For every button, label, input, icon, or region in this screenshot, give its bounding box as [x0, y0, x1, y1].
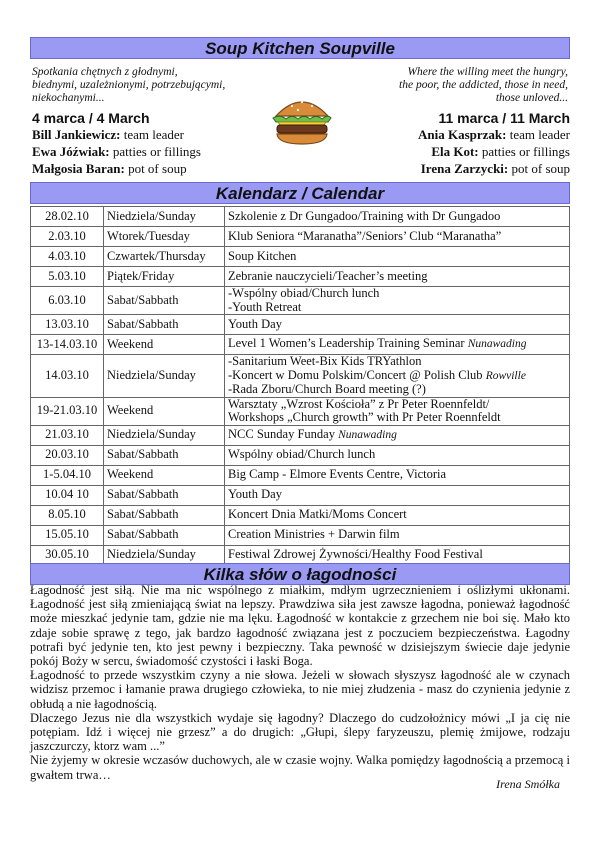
calendar-title: Kalendarz / Calendar: [30, 182, 570, 204]
quote-line: biednymi, uzależnionymi, potrzebującymi,: [32, 79, 226, 91]
event-description: [225, 465, 570, 485]
team-member: [418, 143, 570, 160]
member-name: Ania Kasprzak:: [418, 127, 507, 142]
event-text: Wspólny obiad/Church lunch: [228, 447, 376, 462]
event-day: Sabat/Sabbath: [104, 485, 225, 505]
event-day: Wtorek/Tuesday: [104, 227, 225, 247]
calendar-row: [31, 525, 570, 545]
calendar-row: [31, 465, 570, 485]
event-place: Nunawading: [338, 428, 397, 441]
calendar-row: [31, 247, 570, 267]
event-description: [225, 485, 570, 505]
event-day: Niedziela/Sunday: [104, 207, 225, 227]
member-role: team leader: [509, 127, 570, 142]
article-author: Irena Smółka: [496, 777, 560, 791]
event-date: 5.03.10: [31, 267, 104, 287]
event-text: Koncert Dnia Matki/Moms Concert: [228, 507, 407, 522]
team-member: [418, 160, 570, 177]
event-line: [228, 508, 566, 522]
event-date: 28.02.10: [31, 207, 104, 227]
event-line: [228, 369, 566, 384]
event-day: Czwartek/Thursday: [104, 247, 225, 267]
event-line: [228, 383, 566, 397]
event-line: [228, 488, 566, 502]
team-member: [32, 143, 201, 160]
event-day: Sabat/Sabbath: [104, 287, 225, 315]
event-description: [225, 445, 570, 465]
event-description: [225, 397, 570, 425]
calendar-row: [31, 545, 570, 565]
calendar-row: [31, 445, 570, 465]
event-date: 13.03.10: [31, 315, 104, 335]
event-description: [225, 315, 570, 335]
calendar-row: [31, 207, 570, 227]
event-line: [228, 250, 566, 264]
event-description: [225, 227, 570, 247]
calendar-row: [31, 397, 570, 425]
event-line: [228, 398, 566, 412]
member-role: team leader: [123, 127, 184, 142]
event-line: [228, 528, 566, 542]
event-text: Festiwal Zdrowej Żywności/Healthy Food Festival: [228, 547, 483, 562]
event-date: 2.03.10: [31, 227, 104, 247]
team-date-left: 4 marca / 4 March: [32, 110, 150, 126]
member-role: patties or fillings: [481, 144, 570, 159]
event-day: Niedziela/Sunday: [104, 355, 225, 398]
event-line: [228, 548, 566, 562]
event-text: Soup Kitchen: [228, 248, 297, 263]
article-body: [30, 583, 570, 782]
team-date-right: 11 marca / 11 March: [438, 110, 570, 126]
calendar-row: [31, 485, 570, 505]
event-date: 4.03.10: [31, 247, 104, 267]
calendar-row: [31, 355, 570, 398]
event-day: Weekend: [104, 397, 225, 425]
member-name: Irena Zarzycki:: [420, 161, 509, 176]
event-text: Level 1 Women’s Leadership Training Seminar: [228, 336, 465, 351]
event-date: 6.03.10: [31, 287, 104, 315]
event-day: Weekend: [104, 335, 225, 355]
event-description: [225, 525, 570, 545]
event-text: Warsztaty „Wzrost Kościoła” z Pr Peter Roennfeldt/: [228, 396, 490, 411]
event-day: Sabat/Sabbath: [104, 525, 225, 545]
calendar-table: [30, 206, 570, 566]
event-date: 8.05.10: [31, 505, 104, 525]
member-name: Bill Jankiewicz:: [32, 127, 121, 142]
team-member: [32, 126, 201, 143]
event-description: [225, 425, 570, 445]
quote-polish: [32, 66, 252, 105]
event-line: [228, 355, 566, 369]
calendar-row: [31, 287, 570, 315]
event-line: [228, 448, 566, 462]
calendar-row: [31, 267, 570, 287]
event-text: Zebranie nauczycieli/Teacher’s meeting: [228, 268, 428, 283]
quote-line: Spotkania chętnych z głodnymi,: [32, 66, 178, 78]
event-day: Sabat/Sabbath: [104, 315, 225, 335]
calendar-row: [31, 227, 570, 247]
article-paragraph: Nie żyjemy w okresie wczasów duchowych, ale w czasie wojny. Walka pomiędzy łagodnością a przemocą i gwałtem trwa…: [30, 753, 570, 782]
article-paragraph: Łagodność jest siłą. Nie ma nic wspólnego z miałkim, mdłym ugrzecznieniem i oślizłymi ukłonami. Łagodność jest siłą zmieniającą świat na lepszy. Prawdziwa siła jest zawsze łagodna, ponieważ łagodność może mieszkać jedynie tam, gdzie nie ma lęku. Łagodność w kontakcie z grzechem nie boi się. Mało kto zdaje sobie sprawę z tego, jak bardzo łagodność związana jest z poczuciem bezpieczeństwa. Łagodny potrafi być jedynie ten, kto jest pewny i bezpieczny. Taka pewność w dzisiejszym świecie daje jedynie pokój Boży w sercu, świadomość czystości i łaski Boga.: [30, 583, 570, 669]
event-date: 13-14.03.10: [31, 335, 104, 355]
event-description: [225, 287, 570, 315]
event-date: 14.03.10: [31, 355, 104, 398]
team-list-right: [418, 126, 570, 177]
quote-line: Where the willing meet the hungry,: [407, 66, 568, 78]
quote-english: [338, 66, 568, 105]
event-text: Szkolenie z Dr Gungadoo/Training with Dr Gungadoo: [228, 208, 501, 223]
event-text: -Wspólny obiad/Church lunch: [228, 286, 380, 300]
calendar-row: [31, 425, 570, 445]
member-name: Ewa Jóźwiak:: [32, 144, 110, 159]
member-name: Małgosia Baran:: [32, 161, 125, 176]
calendar-row: [31, 505, 570, 525]
member-role: pot of soup: [511, 161, 570, 176]
team-member: [32, 160, 201, 177]
article-paragraph: Łagodność to przede wszystkim czyny a nie słowa. Jeżeli w słowach słyszysz łagodność ale w czynach widzisz przemoc i łamanie prawa drugiego człowieka, to nie miej złudzenia - masz do czynienia jedynie z obłudą a nie łagodnością.: [30, 668, 570, 711]
event-text: Creation Ministries + Darwin film: [228, 527, 400, 542]
event-day: Niedziela/Sunday: [104, 425, 225, 445]
team-member: [418, 126, 570, 143]
event-line: [228, 468, 566, 482]
member-role: pot of soup: [128, 161, 187, 176]
event-text: -Koncert w Domu Polskim/Concert @ Polish Club: [228, 367, 483, 382]
page-title: Soup Kitchen Soupville: [30, 37, 570, 59]
event-text: Workshops „Church growth” with Pr Peter Roennfeldt: [228, 410, 501, 424]
member-role: patties or fillings: [112, 144, 201, 159]
event-day: Sabat/Sabbath: [104, 505, 225, 525]
hamburger-icon: [270, 92, 334, 146]
article-paragraph: Dlaczego Jezus nie dla wszystkich wydaje się łagodny? Dlaczego do cudzołożnicy mówi „I ja cię nie potępiam. Idź i więcej nie grzesz” a do drugich: „Głupi, ślepy faryzeuszu, plemię żmijowe, rodzaju jaszczurczy, ktorz wam ...”: [30, 710, 570, 754]
event-description: [225, 545, 570, 565]
quote-line: the poor, the addicted, those in need,: [399, 79, 568, 91]
event-date: 10.04 10: [31, 485, 104, 505]
event-date: 1-5.04.10: [31, 465, 104, 485]
event-text: -Sanitarium Weet-Bix Kids TRYathlon: [228, 354, 422, 368]
event-text: -Rada Zboru/Church Board meeting (?): [228, 382, 426, 396]
quote-line: niekochanymi...: [32, 92, 105, 104]
event-text: -Youth Retreat: [228, 299, 302, 314]
event-place: Rowville: [485, 369, 526, 382]
event-line: [228, 210, 566, 224]
event-date: 20.03.10: [31, 445, 104, 465]
event-line: [228, 337, 566, 352]
event-date: 15.05.10: [31, 525, 104, 545]
event-text: Klub Seniora “Maranatha”/Seniors’ Club “Maranatha”: [228, 228, 502, 243]
event-description: [225, 267, 570, 287]
event-day: Sabat/Sabbath: [104, 445, 225, 465]
event-day: Weekend: [104, 465, 225, 485]
event-line: [228, 230, 566, 244]
event-place: Nunawading: [467, 338, 527, 351]
event-line: [228, 428, 566, 443]
calendar-row: [31, 315, 570, 335]
event-text: Youth Day: [228, 487, 282, 502]
event-description: [225, 335, 570, 355]
event-line: [228, 318, 566, 332]
event-line: [228, 411, 566, 425]
event-text: NCC Sunday Funday: [228, 426, 335, 441]
article-title: Kilka słów o łagodności: [30, 563, 570, 585]
event-text: Youth Day: [228, 316, 282, 331]
event-description: [225, 207, 570, 227]
quote-line: those unloved...: [495, 92, 568, 104]
event-date: 19-21.03.10: [31, 397, 104, 425]
event-description: [225, 505, 570, 525]
event-description: [225, 247, 570, 267]
event-day: Niedziela/Sunday: [104, 545, 225, 565]
event-text: Big Camp - Elmore Events Centre, Victoria: [228, 467, 447, 482]
event-line: [228, 301, 566, 315]
member-name: Ela Kot:: [431, 144, 479, 159]
event-line: [228, 287, 566, 301]
event-date: 21.03.10: [31, 425, 104, 445]
event-date: 30.05.10: [31, 545, 104, 565]
event-description: [225, 355, 570, 398]
event-day: Piątek/Friday: [104, 267, 225, 287]
team-list-left: [32, 126, 201, 177]
event-line: [228, 270, 566, 284]
calendar-row: [31, 335, 570, 355]
